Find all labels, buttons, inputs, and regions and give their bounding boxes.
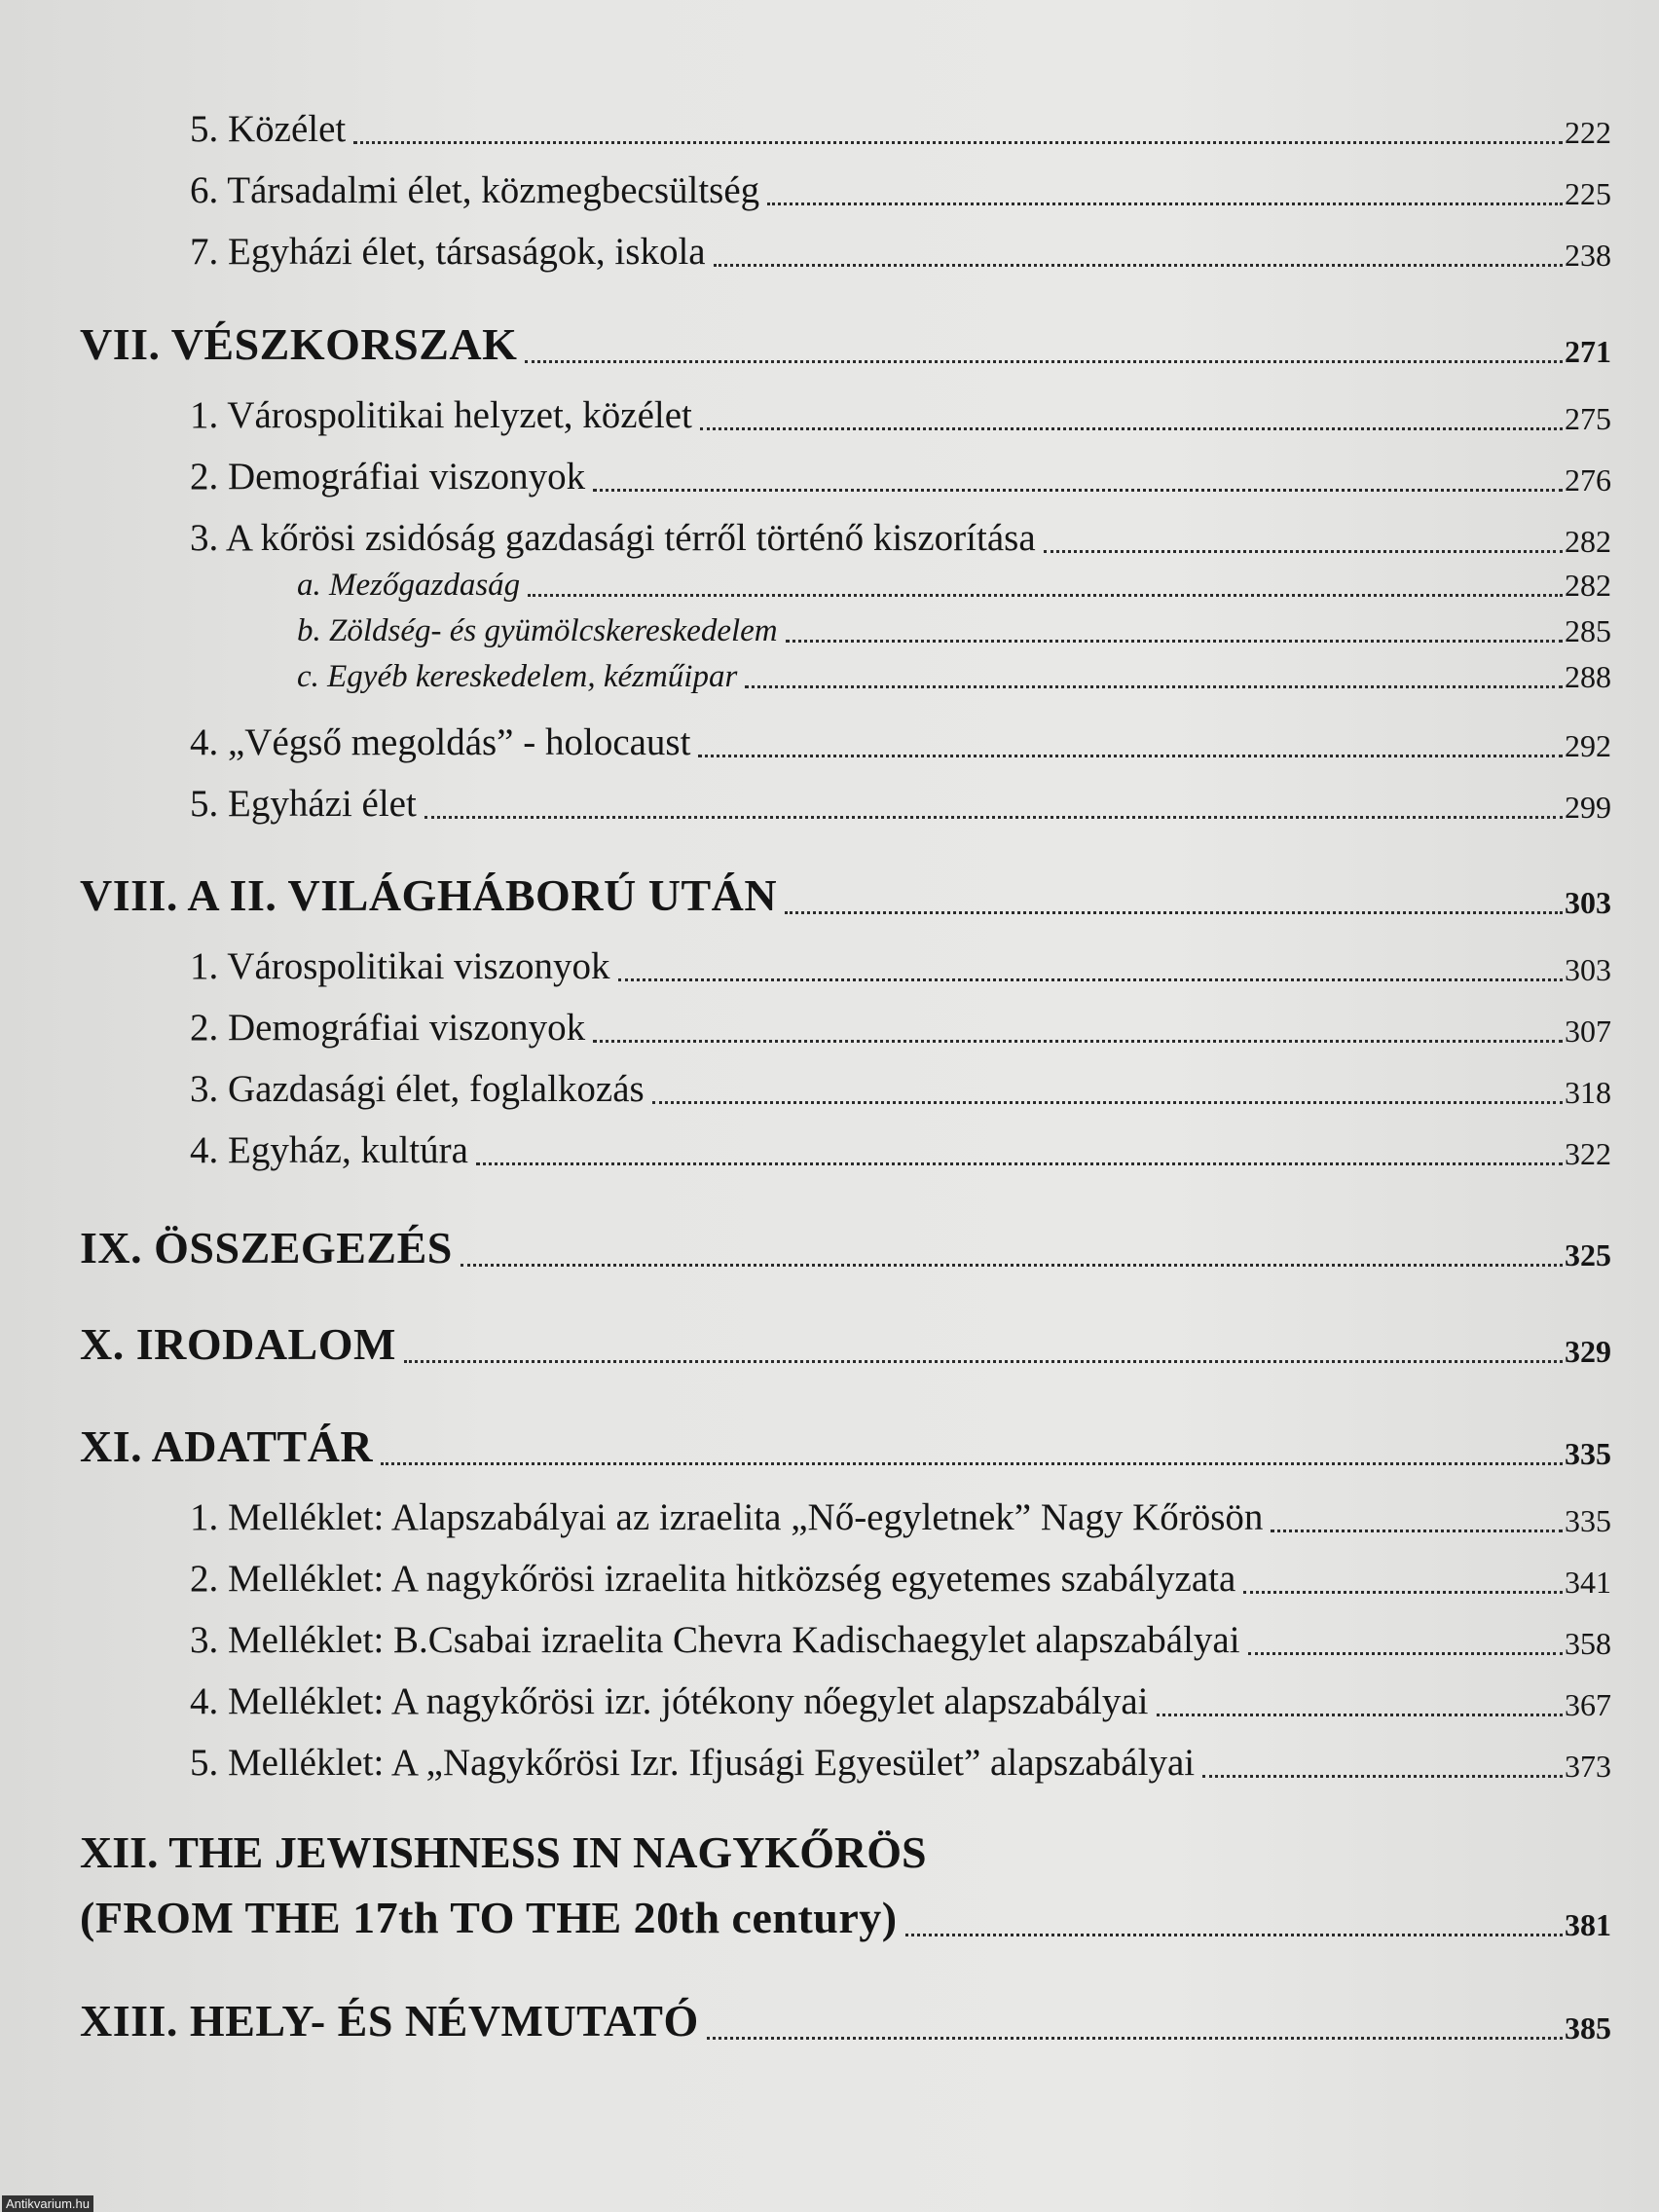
dot-leader — [698, 741, 1563, 757]
toc-entry — [190, 92, 1611, 151]
dot-leader — [381, 1449, 1563, 1465]
chapter-heading — [80, 308, 1611, 370]
toc-entry-page: 282 — [1565, 524, 1611, 559]
chapter-page: 271 — [1565, 334, 1611, 369]
dot-leader — [785, 898, 1563, 914]
toc-entry-page: 303 — [1565, 952, 1611, 987]
toc-entry — [190, 440, 1611, 498]
toc-subentry-label: c. Egyéb kereskedelem, kézműipar — [297, 659, 738, 694]
dot-leader — [476, 1149, 1563, 1165]
dot-leader — [745, 672, 1563, 688]
dot-leader — [786, 626, 1563, 643]
chapter-title: XIII. HELY- ÉS NÉVMUTATÓ — [80, 1996, 699, 2046]
chapter-heading — [80, 1410, 1611, 1472]
toc-entry-page: 307 — [1565, 1014, 1611, 1049]
toc-entry-page: 222 — [1565, 115, 1611, 150]
toc-entry — [190, 379, 1611, 437]
toc-entry-label: 5. Egyházi élet — [190, 783, 417, 825]
toc-entry-label: 2. Demográfiai viszonyok — [190, 1007, 586, 1049]
toc-entry-label: 2. Melléklet: A nagykőrösi izraelita hitközség egyetemes szabályzata — [190, 1558, 1236, 1600]
toc-entry — [190, 1542, 1611, 1601]
toc-entry-label: 1. Várospolitikai helyzet, közélet — [190, 394, 692, 436]
watermark: Antikvarium.hu — [2, 2195, 93, 2212]
chapter-heading — [80, 1984, 1611, 2046]
dot-leader — [593, 475, 1563, 492]
toc-entry-page: 373 — [1565, 1749, 1611, 1784]
toc-entry-label: 3. Melléklet: B.Csabai izraelita Chevra Kadischaegylet alapszabályai — [190, 1619, 1240, 1661]
toc-entry — [190, 706, 1611, 764]
toc-entry — [190, 1604, 1611, 1662]
dot-leader — [905, 1920, 1563, 1936]
toc-entry-page: 341 — [1565, 1565, 1611, 1600]
dot-leader — [618, 965, 1564, 981]
chapter-page: 303 — [1565, 885, 1611, 920]
toc-entry-label: 3. A kőrösi zsidóság gazdasági térről történő kiszorítása — [190, 517, 1036, 559]
toc-entry-label: 1. Várospolitikai viszonyok — [190, 945, 610, 987]
dot-leader — [1157, 1700, 1563, 1716]
toc-entry-label: 5. Közélet — [190, 108, 347, 150]
toc-entry — [190, 1665, 1611, 1723]
toc-entry-page: 292 — [1565, 728, 1611, 763]
toc-entry — [190, 767, 1611, 826]
dot-leader — [525, 347, 1563, 363]
toc-subentry-label: b. Zöldség- és gyümölcskereskedelem — [297, 613, 778, 648]
dot-leader — [1202, 1761, 1563, 1778]
dot-leader — [1271, 1516, 1563, 1532]
dot-leader — [714, 250, 1563, 267]
dot-leader — [353, 128, 1563, 144]
chapter-page: 329 — [1565, 1334, 1611, 1369]
toc-entry — [190, 1114, 1611, 1172]
toc-entry-page: 367 — [1565, 1687, 1611, 1722]
toc-entry-label: 7. Egyházi élet, társaságok, iskola — [190, 231, 706, 273]
dot-leader — [404, 1346, 1563, 1363]
toc-entry — [190, 991, 1611, 1050]
toc-entry — [190, 154, 1611, 212]
chapter-heading — [80, 1211, 1611, 1273]
toc-entry-page: 318 — [1565, 1075, 1611, 1110]
chapter-heading — [80, 1308, 1611, 1370]
toc-entry-page: 335 — [1565, 1503, 1611, 1538]
chapter-heading — [80, 859, 1611, 921]
toc-entry-label: 6. Társadalmi élet, közmegbecsültség — [190, 169, 760, 211]
toc-subentry-page: 282 — [1565, 568, 1611, 603]
dot-leader — [528, 580, 1563, 597]
chapter-title: VII. VÉSZKORSZAK — [80, 319, 518, 369]
toc-subentry-page: 285 — [1565, 613, 1611, 648]
toc-entry-page: 238 — [1565, 238, 1611, 273]
toc-entry-label: 4. Melléklet: A nagykőrösi izr. jótékony nőegylet alapszabályai — [190, 1680, 1149, 1722]
toc-entry-label: 1. Melléklet: Alapszabályai az izraelita „Nő-egyletnek” Nagy Kőrösön — [190, 1496, 1264, 1538]
chapter-title: VIII. A II. VILÁGHÁBORÚ UTÁN — [80, 870, 778, 920]
toc-entry-label: 2. Demográfiai viszonyok — [190, 456, 586, 498]
toc-entry — [190, 1481, 1611, 1539]
chapter-page: 385 — [1565, 2010, 1611, 2046]
toc-entry-page: 276 — [1565, 462, 1611, 498]
chapter-page: 325 — [1565, 1237, 1611, 1272]
chapter-page: 335 — [1565, 1436, 1611, 1471]
toc-entry-label: 3. Gazdasági élet, foglalkozás — [190, 1068, 645, 1110]
chapter-title-line1: XII. THE JEWISHNESS IN NAGYKŐRÖS — [80, 1827, 927, 1877]
dot-leader — [424, 802, 1563, 819]
toc-subentry — [297, 555, 1611, 604]
toc-entry-page: 358 — [1565, 1626, 1611, 1661]
toc-subentry-page: 288 — [1565, 659, 1611, 694]
toc-entry-label: 4. „Végső megoldás” - holocaust — [190, 721, 691, 763]
toc-subentry — [297, 601, 1611, 649]
chapter-title-line2: (FROM THE 17th TO THE 20th century) — [80, 1893, 898, 1942]
dot-leader — [652, 1088, 1563, 1104]
dot-leader — [700, 414, 1563, 430]
toc-entry — [190, 1726, 1611, 1785]
chapter-page: 381 — [1565, 1907, 1611, 1942]
dot-leader — [593, 1026, 1563, 1043]
toc-subentry-label: a. Mezőgazdaság — [297, 568, 521, 603]
toc-entry — [190, 501, 1611, 560]
chapter-title: XI. ADATTÁR — [80, 1421, 374, 1471]
toc-entry — [190, 930, 1611, 988]
dot-leader — [1248, 1639, 1563, 1655]
dot-leader — [461, 1250, 1563, 1267]
toc-entry-page: 299 — [1565, 790, 1611, 825]
toc-subentry — [297, 646, 1611, 695]
chapter-heading — [80, 1881, 1611, 1943]
dot-leader — [1243, 1577, 1563, 1594]
toc-entry — [190, 1052, 1611, 1111]
toc-entry-page: 225 — [1565, 176, 1611, 211]
toc-entry-label: 5. Melléklet: A „Nagykőrösi Izr. Ifjusági Egyesület” alapszabályai — [190, 1742, 1196, 1784]
toc-entry-page: 275 — [1565, 401, 1611, 436]
dot-leader — [707, 2023, 1563, 2040]
toc-entry — [190, 215, 1611, 274]
toc-entry-page: 322 — [1565, 1136, 1611, 1171]
toc-entry-label: 4. Egyház, kultúra — [190, 1129, 468, 1171]
dot-leader — [767, 189, 1563, 205]
dot-leader — [1044, 536, 1563, 553]
chapter-title: X. IRODALOM — [80, 1319, 396, 1369]
chapter-title: IX. ÖSSZEGEZÉS — [80, 1223, 453, 1272]
